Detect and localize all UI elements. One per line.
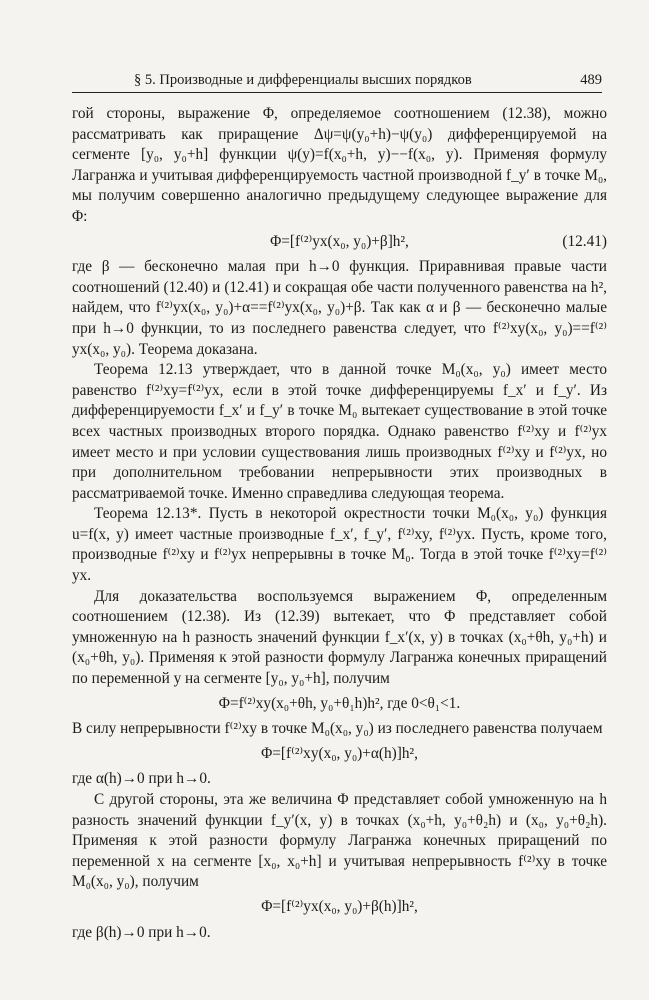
paragraph-8: С другой стороны, эта же величина Φ представляет собой умноженную на h разность значений функции f_y′(x, y) в точках (x₀+h, y₀+θ₂h) и (x₀, y₀+θ₂h). Применяя к этой разности формулу Лагранжа конечных приращений по переменной x на сегменте [x₀, x₀+h] и учитывая непрерывность f⁽²⁾xy в точке M₀(x₀, y₀), получим bbox=[72, 791, 607, 891]
paragraph-3: Теорема 12.13 утверждает, что в данной точке M₀(x₀, y₀) имеет место равенство f⁽²⁾xy=f⁽²⁾yx, если в этой точке дифференцируемы f_x′ и f_y′. Из дифференцируемости f_x′ и f_y′ в точке M₀ вытекает существование в этой точке всех частных производных второго порядка. Однако равенство f⁽²⁾xy и f⁽²⁾yx имеет место и при условии существования лишь производных f⁽²⁾xy и f⁽²⁾yx, но при дополнительном требовании непрерывности этих производных в рассматриваемой точке. Именно справедлива следующая теорема. bbox=[72, 361, 607, 502]
paragraph-5: Для доказательства воспользуемся выражением Φ, определенным соотношением (12.38). Из (12.39) вытекает, что Φ представляет собой умноженную на h разность значений функции f_x′(x, y) в точках (x₀+θh, y₀+h) и (x₀+θh, y₀). Применяя к этой разности формулу Лагранжа конечных приращений по переменной y на сегменте [y₀, y₀+h], получим bbox=[72, 587, 607, 688]
paragraph-6: В силу непрерывности f⁽²⁾xy в точке M₀(x₀, y₀) из последнего равенства получаем bbox=[72, 720, 603, 738]
formula-12-41-body: Φ=[f⁽²⁾yx(x₀, y₀)+β]h², bbox=[270, 232, 409, 250]
theorem-statement: Теорема 12.13*. Пусть в некоторой окрестности точки M₀(x₀, y₀) функция u=f(x, y) имеет частные производные f_x′, f_y′, f⁽²⁾xy, f⁽²⁾yx. Пусть, кроме того, производные f⁽²⁾xy и f⁽²⁾yx непрерывны в точке M₀. Тогда в этой точке f⁽²⁾xy=f⁽²⁾yx. bbox=[72, 505, 607, 585]
formula-lagrange-y bbox=[72, 694, 607, 715]
paragraph-9: где β(h)→0 при h→0. bbox=[72, 923, 211, 941]
running-header bbox=[72, 70, 602, 93]
paragraph-1: гой стороны, выражение Φ, определяемое соотношением (12.38), можно рассматривать как приращение Δψ=ψ(y₀+h)−ψ(y₀) дифференцируемой на сегменте [y₀, y₀+h] функции ψ(y)=f(x₀+h, y)−−f(x₀, y). Применяя формулу Лагранжа и учитывая дифференцируемость частной производной f_y′ в точке M₀, мы получим совершенно аналогично предыдущему следующее выражение для Φ: bbox=[72, 105, 607, 225]
formula-lagrange-y-body: Φ=f⁽²⁾xy(x₀+θh, y₀+θ₁h)h², где 0<θ₁<1. bbox=[218, 694, 461, 712]
formula-alpha-body: Φ=[f⁽²⁾xy(x₀, y₀)+α(h)]h², bbox=[261, 744, 418, 762]
paragraph-7: где α(h)→0 при h→0. bbox=[72, 770, 211, 788]
page-body bbox=[72, 104, 607, 943]
formula-alpha bbox=[72, 744, 607, 765]
formula-12-41 bbox=[72, 232, 607, 253]
page-number: 489 bbox=[580, 72, 602, 88]
equation-number: (12.41) bbox=[562, 232, 607, 250]
formula-beta-body: Φ=[f⁽²⁾yx(x₀, y₀)+β(h)]h², bbox=[261, 897, 418, 915]
paragraph-2: где β — бесконечно малая при h→0 функция. Приравнивая правые части соотношений (12.40) и (12.41) и сокращая обе части полученного равенства на h², найдем, что f⁽²⁾yx(x₀, y₀)+α==f⁽²⁾yx(x₀, y₀)+β. Так как α и β — бесконечно малые при h→0 функции, то из последнего равенства следует, что f⁽²⁾xy(x₀, y₀)==f⁽²⁾yx(x₀, y₀). Теорема доказана. bbox=[72, 258, 607, 358]
formula-beta bbox=[72, 897, 607, 918]
section-title: § 5. Производные и дифференциалы высших порядков bbox=[134, 72, 472, 88]
